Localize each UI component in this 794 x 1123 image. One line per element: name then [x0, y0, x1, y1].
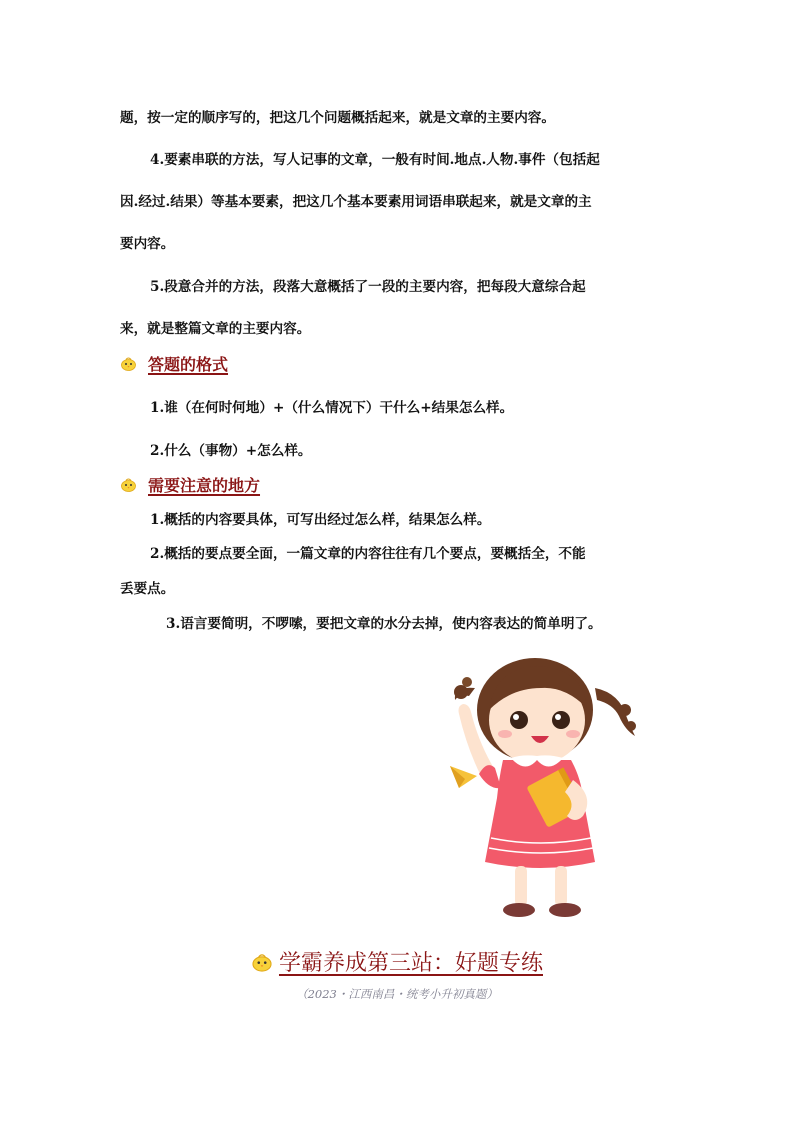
list-item: 2.什么（事物）+怎么样。	[150, 443, 312, 459]
paper-plane-icon	[450, 766, 477, 788]
question-source: （2023・江西南昌・统考小升初真题）	[296, 987, 498, 1001]
paragraph-line: 5.段意合并的方法，段落大意概括了一段的主要内容，把每段大意综合起	[150, 279, 586, 295]
paragraph-line: 4.要素串联的方法，写人记事的文章，一般有时间.地点.人物.事件（包括起	[150, 152, 600, 168]
section-title: 答题的格式	[148, 355, 229, 374]
paragraph-line: 来，就是整篇文章的主要内容。	[120, 321, 311, 337]
paragraph-line: 题，按一定的顺序写的，把这几个问题概括起来，就是文章的主要内容。	[120, 110, 555, 126]
station-title: 学霸养成第三站：好题专练	[278, 951, 543, 976]
section-title: 需要注意的地方	[148, 476, 261, 495]
chick-icon	[120, 356, 137, 371]
list-item: 2.概括的要点要全面，一篇文章的内容往往有几个要点，要概括全，不能	[150, 546, 586, 562]
station-heading	[0, 946, 794, 977]
section-heading-format	[120, 352, 228, 375]
paragraph-line: 因.经过.结果）等基本要素，把这几个基本要素用词语串联起来，就是文章的主	[120, 194, 592, 210]
chick-icon	[120, 477, 137, 492]
list-item: 1.谁（在何时何地）+（什么情况下）干什么+结果怎么样。	[150, 400, 514, 416]
paragraph-line: 要内容。	[120, 236, 175, 252]
girl-illustration	[445, 648, 645, 933]
chick-icon	[251, 952, 273, 972]
list-item: 3.语言要简明，不啰嗦，要把文章的水分去掉，使内容表达的简单明了。	[166, 616, 602, 632]
list-item: 1.概括的内容要具体，可写出经过怎么样，结果怎么样。	[150, 512, 491, 528]
section-heading-notes	[120, 473, 260, 496]
list-item: 丢要点。	[120, 581, 175, 597]
